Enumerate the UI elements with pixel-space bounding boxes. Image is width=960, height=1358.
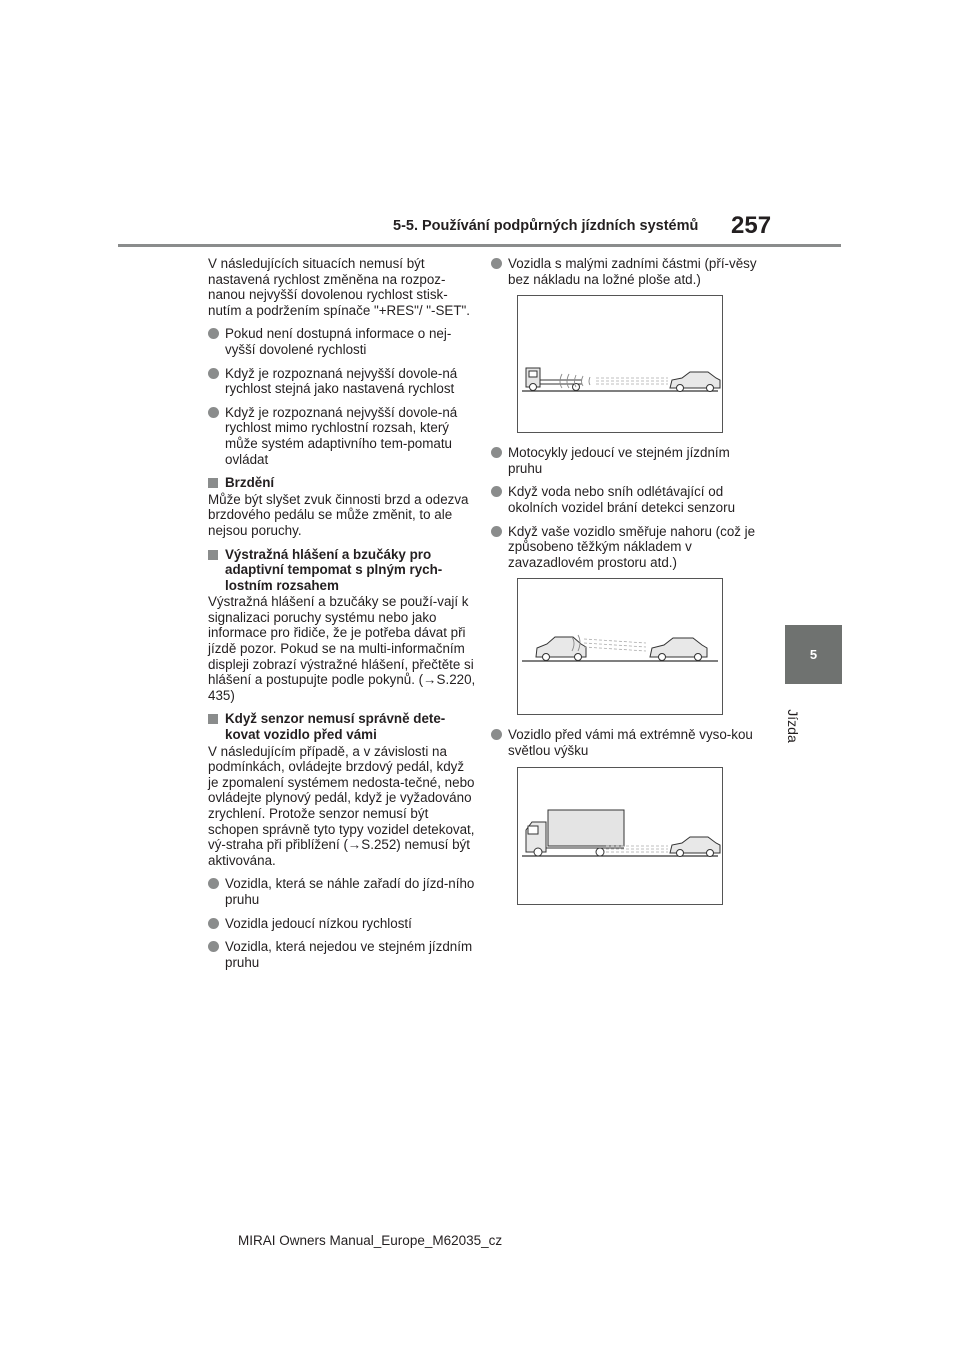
square-bullet-icon [208, 550, 218, 560]
warnings-paragraph: Výstražná hlášení a bzučáky se použí-vají k signalizaci poruchy systému nebo jako informace pro řidiče, že je potřeba dávat při jízdě pozor. Pokud se na multi-informačním displeji zobrazí výstražné hlášení, přečtěte si hlášení a postupujte podle pokynů. (→S.220, 435) [208, 594, 476, 703]
right-column [491, 256, 759, 917]
bullet-icon [208, 941, 219, 952]
list-item: Když vaše vozidlo směřuje nahoru (což je způsobeno těžkým nákladem v zavazadlovém prostoru atd.) [491, 524, 759, 571]
bullet-icon [208, 407, 219, 418]
bullet-icon [491, 526, 502, 537]
illustration-truck [517, 767, 723, 905]
bullet-icon [491, 447, 502, 458]
left-column [208, 256, 476, 978]
list-item: Když voda nebo sníh odlétávající od okolních vozidel brání detekci senzoru [491, 484, 759, 515]
list-item: Vozidla jedoucí nízkou rychlostí [208, 916, 476, 932]
section-title: 5-5. Používání podpůrných jízdních systémů [393, 218, 699, 234]
list-item: Když je rozpoznaná nejvyšší dovole-ná rychlost mimo rychlostní rozsah, který může systém adaptivního tem-pomatu ovládat [208, 405, 476, 467]
list-item: Motocykly jedoucí ve stejném jízdním pruhu [491, 445, 759, 476]
heading-warnings: Výstražná hlášení a bzučáky pro adaptivní tempomat s plným rych-lostním rozsahem [208, 547, 476, 594]
footer-text: MIRAI Owners Manual_Europe_M62035_cz [238, 1233, 503, 1248]
list-item: Vozidla s malými zadními částmi (pří-věsy bez nákladu na ložné ploše atd.) [491, 256, 759, 287]
bullet-icon [491, 258, 502, 269]
chapter-tab[interactable]: 5 [785, 625, 842, 684]
heading-brake: Brzdění [208, 475, 476, 491]
bullet-icon [208, 328, 219, 339]
illustration-uphill [517, 578, 723, 715]
list-item: Vozidla, která se náhle zařadí do jízd-ního pruhu [208, 876, 476, 907]
truck-illustration [518, 768, 722, 904]
intro-paragraph: V následujících situacích nemusí být nastavená rychlost změněna na rozpoz-nanou nejvyšší dovolenou rychlost stisk-nutím a podržením spínače "+RES"/ "-SET". [208, 256, 471, 318]
uphill-illustration [518, 579, 722, 714]
chapter-label: Jízda [785, 709, 801, 743]
bullet-icon [491, 486, 502, 497]
list-item: Pokud není dostupná informace o nej-vyšší dovolené rychlosti [208, 326, 476, 357]
sensor-paragraph: V následujícím případě, a v závislosti na podmínkách, ovládejte brzdový pedál, když je zpomalení systémem nedosta-tečné, nebo ovládejte plynový pedál, když je vyžadováno zrychlení. Protože senzor nemusí být schopen správně tyto typy vozidel detekovat, vý-straha při přiblížení (→S.252) nemusí být aktivována. [208, 743, 475, 868]
list-item: Vozidlo před vámi má extrémně vyso-kou světlou výšku [491, 727, 759, 758]
brake-paragraph: Může být slyšet zvuk činnosti brzd a odezva brzdového pedálu se může změnit, to ale nejsou poruchy. [208, 491, 469, 538]
bullet-icon [208, 878, 219, 889]
header-rule [118, 244, 841, 247]
trailer-illustration [518, 296, 722, 432]
square-bullet-icon [208, 714, 218, 724]
heading-sensor: Když senzor nemusí správně dete-kovat vozidlo před vámi [208, 711, 476, 742]
square-bullet-icon [208, 478, 218, 488]
bullet-icon [208, 918, 219, 929]
bullet-icon [491, 729, 502, 740]
page-number: 257 [731, 212, 772, 239]
illustration-trailer [517, 295, 723, 433]
list-item: Když je rozpoznaná nejvyšší dovole-ná rychlost stejná jako nastavená rychlost [208, 366, 476, 397]
bullet-icon [208, 368, 219, 379]
list-item: Vozidla, která nejedou ve stejném jízdním pruhu [208, 939, 476, 970]
